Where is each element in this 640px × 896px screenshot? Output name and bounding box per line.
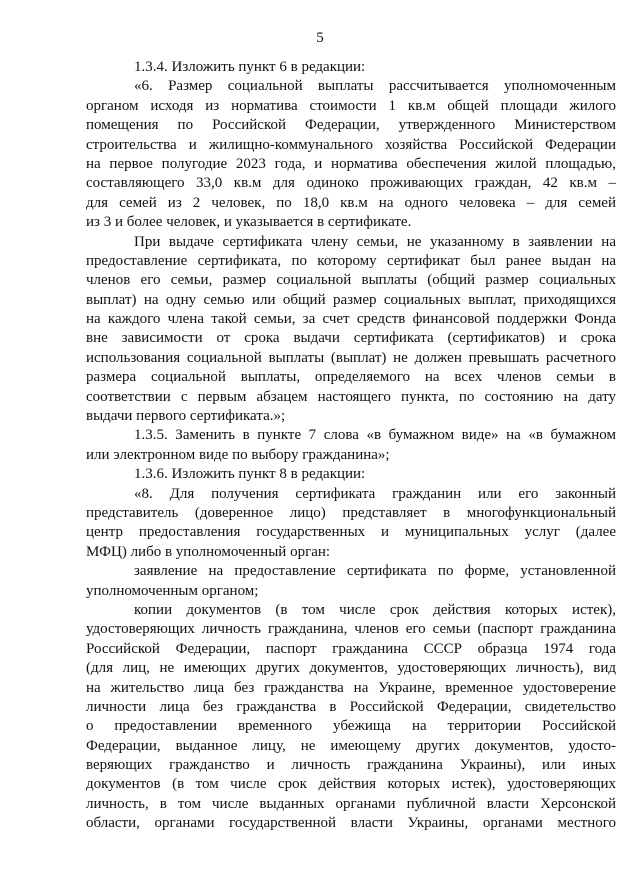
text-line: представитель (доверенное лицо) представляет в многофункциональный bbox=[86, 504, 616, 521]
text-line: на каждого члена такой семьи, за счет средств финансовой поддержки Фонда bbox=[86, 311, 616, 328]
page-number: 5 bbox=[316, 30, 324, 46]
text-line: области, органами государственной власти Украины, органами местного bbox=[86, 815, 616, 832]
text-line: личности лица без гражданства в Российской Федерации, свидетельство bbox=[86, 698, 616, 715]
text-line: органом исходя из норматива стоимости 1 кв.м общей площади жилого bbox=[86, 97, 616, 114]
text-line: 1.3.6. Изложить пункт 8 в редакции: bbox=[134, 466, 366, 483]
text-line: на первое полугодие 2023 года, и норматива обеспечения жилой площадью, bbox=[86, 155, 616, 172]
text-line: строительства и жилищно-коммунального хозяйства Российской Федерации bbox=[86, 136, 616, 153]
text-line: уполномоченным органом; bbox=[86, 582, 259, 599]
text-line: 1.3.4. Изложить пункт 6 в редакции: bbox=[134, 59, 366, 75]
text-line: веряющих гражданство и личность гражданина Украины), или иных bbox=[86, 757, 616, 774]
text-line: вне зависимости от срока выдачи сертификата (сертификатов) и срока bbox=[86, 330, 616, 347]
text-line: размера социальной выплаты, определяемого на всех членов семьи в bbox=[86, 369, 616, 386]
text-line: выдачи первого сертификата.»; bbox=[86, 408, 286, 425]
text-line: Федерации, выданное лицу, не имеющему других документов, удосто- bbox=[86, 737, 616, 754]
text-line: Российской Федерации, паспорт гражданина СССР образца 1974 года bbox=[86, 640, 616, 657]
text-line: «6. Размер социальной выплаты рассчитывается уполномоченным bbox=[134, 78, 616, 95]
text-line: о предоставлении временного убежища на территории Российской bbox=[86, 718, 616, 735]
text-line: выплат) на одну семью или общий размер социальных выплат, приходящихся bbox=[86, 291, 616, 308]
text-line: соответствии с первым абзацем настоящего пункта, по состоянию на дату bbox=[86, 388, 616, 405]
text-line: центр предоставления государственных и муниципальных услуг (далее bbox=[86, 524, 616, 541]
text-line: составляющего 33,0 кв.м для одиноко проживающих граждан, 42 кв.м – bbox=[86, 175, 616, 192]
text-line: предоставление сертификата, по которому сертификат был ранее выдан на bbox=[86, 252, 616, 269]
text-line: (для лиц, не имеющих других документов, удостоверяющих личность), вид bbox=[86, 660, 616, 677]
text-line: из 3 и более человек, и указывается в сертификате. bbox=[86, 214, 412, 231]
text-line: личность, в том числе выданных органами публичной власти Херсонской bbox=[86, 795, 616, 812]
text-line: документов (в том числе срок действия которых истек), удостоверяющих bbox=[86, 776, 616, 793]
text-line: для семей из 2 человек, по 18,0 кв.м на одного человека – для семей bbox=[86, 194, 616, 211]
text-line: членов его семьи, размер социальной выплаты (общий размер социальных bbox=[86, 272, 616, 289]
text-line: копии документов (в том числе срок действия которых истек), bbox=[134, 601, 616, 618]
text-line: использования социальной выплаты (выплат) не должен превышать расчетного bbox=[86, 349, 616, 366]
text-line: При выдаче сертификата члену семьи, не указанному в заявлении на bbox=[134, 233, 616, 250]
text-line: «8. Для получения сертификата гражданин или его законный bbox=[134, 485, 616, 502]
text-line: на жительство лица без гражданства на Украине, временное удостоверение bbox=[86, 679, 616, 696]
text-line: заявление на предоставление сертификата по форме, установленной bbox=[134, 563, 616, 580]
text-line: помещения по Российской Федерации, утвержденного Министерством bbox=[86, 117, 616, 134]
text-line: МФЦ) либо в уполномоченный орган: bbox=[86, 543, 331, 560]
text-line: или электронном виде по выбору гражданина»; bbox=[86, 446, 390, 463]
text-line: удостоверяющих личность гражданина, членов его семьи (паспорт гражданина bbox=[86, 621, 616, 638]
document-body bbox=[86, 58, 616, 834]
text-line: 1.3.5. Заменить в пункте 7 слова «в бумажном виде» на «в бумажном bbox=[134, 427, 616, 444]
